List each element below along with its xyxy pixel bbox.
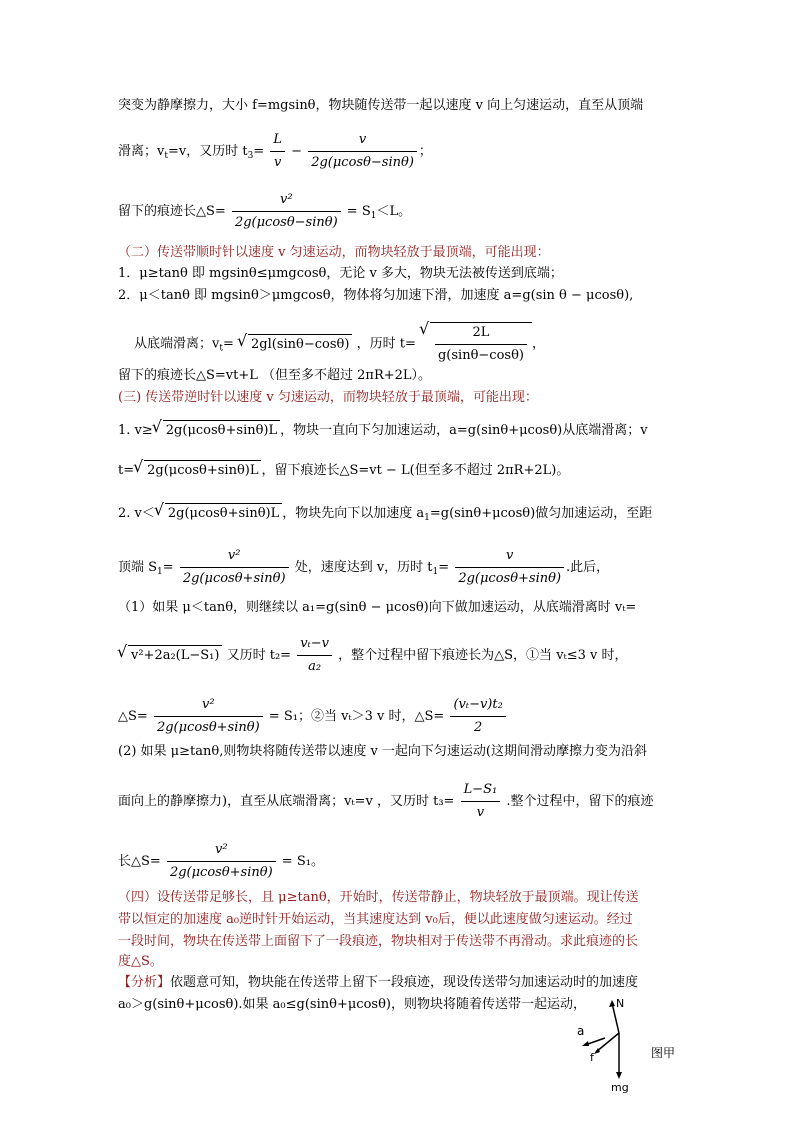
text-line: (2) 如果 μ≥tanθ,则物块将随传送带以速度 v 一起向下匀速运动(这期间滑动摩擦力变为沿斜 (118, 744, 648, 759)
fraction: $\frac{\text{v²}}{2g(\mu\cos\theta-\sin\theta)}$ (232, 190, 341, 233)
friction-arrow (596, 1033, 619, 1052)
text-line-formula: 滑离；$v_t=v$，又历时 $t_3=$ $\frac{L}{v}$ − $\frac{v}{2g(\mu\cos\theta-\sin\theta)}$ ； (118, 130, 678, 173)
section-heading: 一段时间，物块在传送带上面留下了一段痕迹，物块相对于传送带不再滑动。求此痕迹的长 (118, 934, 639, 949)
text-line-formula: t=√ 2g(μcosθ+sinθ)L ，留下痕迹长△S=vt − L(但至多不超过 2πR+2L)。 (118, 460, 678, 481)
text-line-formula: 长△S= $\frac{\text{v²}}{2g(\mu\cos\theta+\sin\theta)}$ = S₁。 (118, 842, 324, 880)
section-heading: 带以恒定的加速度 a₀逆时针开始运动，当其速度达到 v₀后，便以此速度做匀速运动。经过 (118, 912, 633, 927)
section-heading: 度△S。 (118, 954, 163, 969)
label-a: a (577, 1024, 585, 1038)
text-line-formula: 留下的痕迹长△S= $\frac{\text{v²}}{2g(\mu\cos\theta-\sin\theta)}$ = $S_1<L$。 (118, 190, 678, 233)
label-f: f (590, 1051, 594, 1064)
section-heading: (三) 传送带逆时针以速度 v 匀速运动，而物块轻放于最顶端，可能出现： (118, 390, 538, 405)
label-n: N (616, 997, 625, 1010)
sqrt: √ $\frac{2L}{g(\sin\theta-\cos\theta)}$ (430, 322, 532, 366)
label-mg: mg (611, 1081, 629, 1094)
force-diagram (565, 995, 695, 1095)
section-heading: （二）传送带顺时针以速度 v 匀速运动，而物块轻放于最顶端，可能出现： (118, 245, 550, 260)
text-line: 留下的痕迹长△S=vt+L （但至多不超过 2πR+2L）。 (118, 368, 432, 383)
analysis-tag: 【分析】 (118, 975, 171, 990)
text-line: 2．μ＜tanθ 即 mgsinθ＞μmgcosθ，物体将匀加速下滑，加速度 a=g(sin θ − μcosθ), (118, 288, 634, 303)
text-line-formula: 从底端滑离；$v_t=$ √ 2gl(sinθ−cosθ) ，历时 t= √ $\frac{2L}{g(\sin\theta-\cos\theta)}$ ， (134, 322, 694, 366)
analysis-line: 【分析】依题意可知，物块能在传送带上留下一段痕迹，现设传送带匀加速运动时的加速度 (118, 975, 639, 990)
analysis-line: a₀＞g(sinθ+μcosθ).如果 a₀≤g(sinθ+μcosθ)，则物块将随着传送带一起运动， (118, 997, 586, 1012)
section-heading: （四）设传送带足够长，且 μ≥tanθ，开始时，传送带静止，物块轻放于最顶端。现让传送 (118, 890, 639, 905)
text-line: 突变为静摩擦力，大小 f=mgsinθ，物块随传送带一起以速度 v 向上匀速运动，直至从顶端 (118, 98, 644, 113)
text-line-formula: 顶端 $S_1=$ $\frac{\text{v²}}{2g(\mu\cos\theta+\sin\theta)}$ 处，速度达到 v，历时 $t_1=$ $\frac{v}{2g(\mu\cos\theta+\sin\theta)}$ .此后， (118, 548, 610, 586)
text-line-formula: △S= $\frac{\text{v²}}{2g(\mu\cos\theta+\sin\theta)}$ = S₁；②当 vₜ＞3 v 时，△S= $\frac{\text{(vₜ−v)t₂}}{2}$ (118, 695, 678, 738)
figure-caption: 图甲 (651, 1046, 676, 1060)
fraction: $\frac{L}{v}$ (270, 130, 285, 173)
text-line-formula: 2. v＜√ 2g(μcosθ+sinθ)L ，物块先向下以加速度 $a_1=g(\sin\theta+\mu\cos\theta)$做匀加速运动，至距 (118, 503, 678, 528)
text-line-formula: √ v²+2a₂(L−S₁) 又历时 t₂= $\frac{\text{vₜ−v}}{\text{a₂}}$ ，整个过程中留下痕迹长为△S，①当 vₜ≤3 v 时， (118, 634, 678, 677)
sqrt: √ 2gl(sinθ−cosθ) (248, 334, 352, 355)
text-line: （1）如果 μ＜tanθ，则继续以 a₁=g(sinθ − μcosθ)向下做加速运动，从底端滑离时 vₜ= (118, 600, 637, 615)
text-line: 1．μ≥tanθ 即 mgsinθ≤μmgcosθ，无论 v 多大，物块无法被传送到底端； (118, 266, 563, 281)
fraction: $\frac{v}{2g(\mu\cos\theta-\sin\theta)}$ (308, 130, 417, 173)
text-line-formula: 面向上的静摩擦力)，直至从底端滑离；vₜ=v ，又历时 t₃= $\frac{\text{L−S₁}}{v}$ .整个过程中，留下的痕迹 (118, 782, 654, 820)
text-line-formula: 1. v≥√ 2g(μcosθ+sinθ)L ，物块一直向下匀加速运动，a=g(sinθ+μcosθ)从底端滑离；v (118, 420, 678, 441)
